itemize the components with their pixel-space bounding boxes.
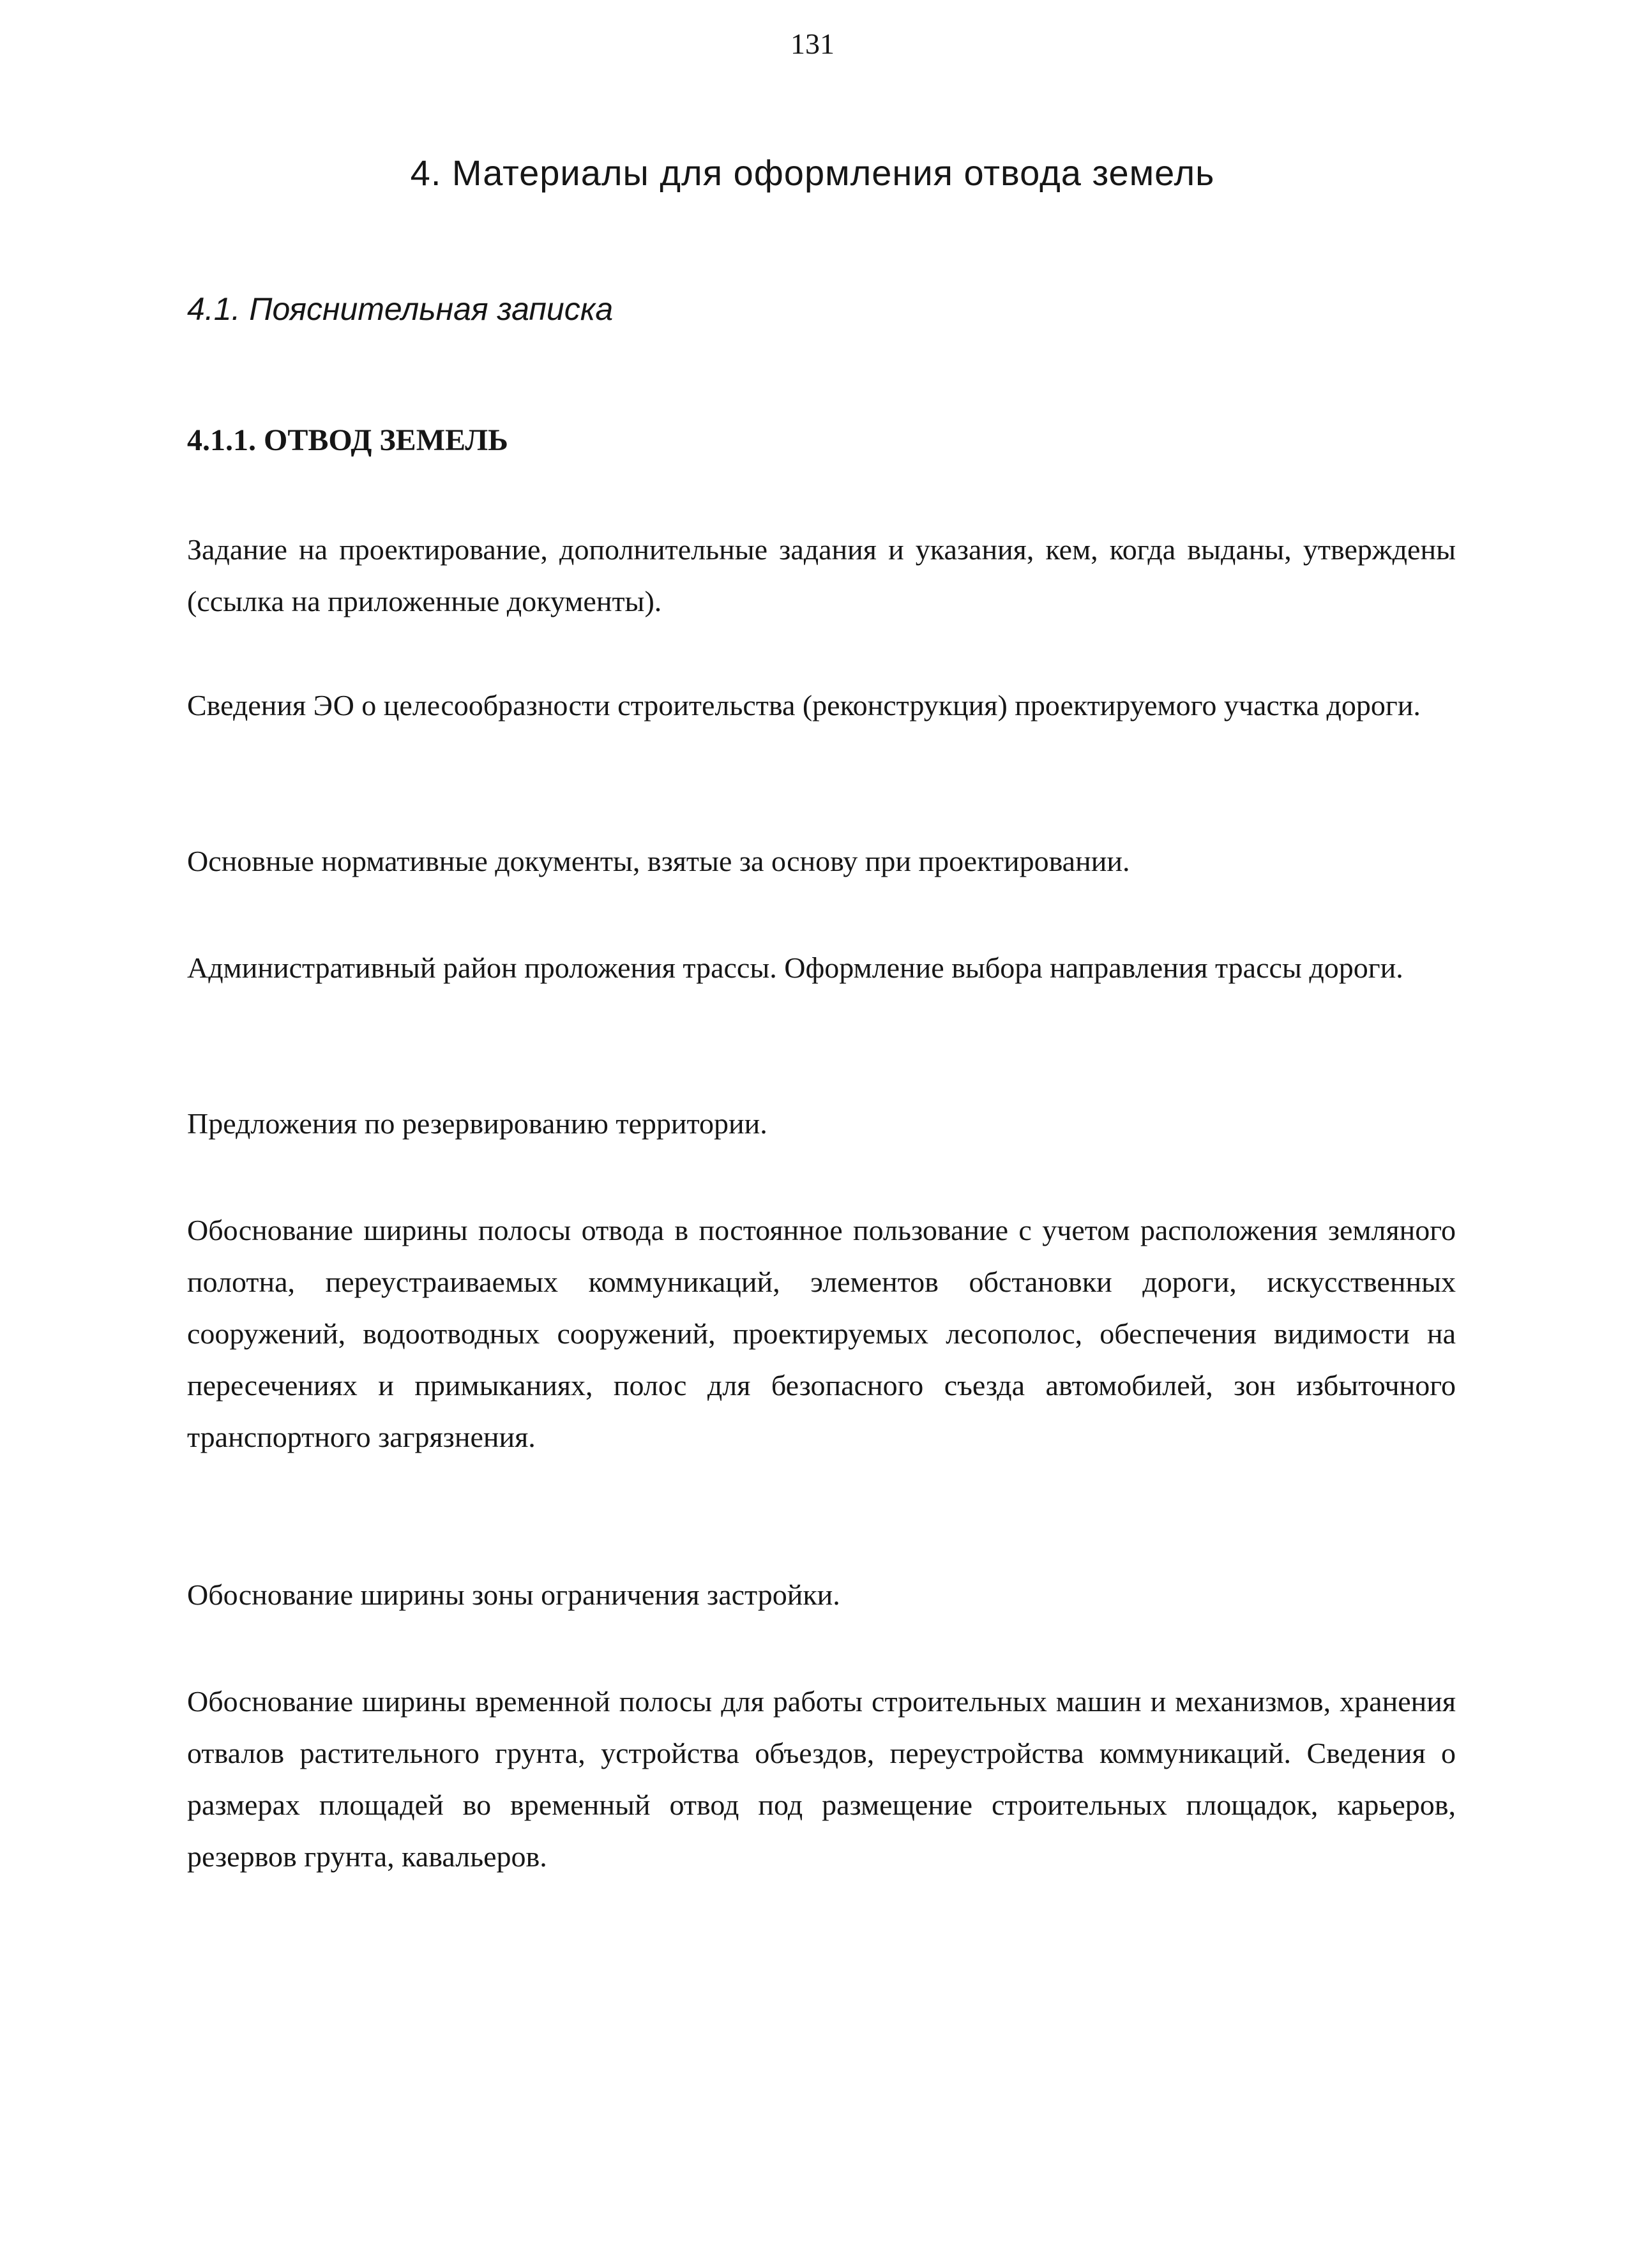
paragraph-right-of-way-width: Обоснование ширины полосы отвода в постоянное пользование с учетом расположения земляного полотна, переустраиваемых коммуникаций, элементов обстановки дороги, искусственных сооружений, водоотводных сооружений, проектируемых лесополос, обеспечения видимости на пересечениях и примыканиях, полос для безопасного съезда автомобилей, зон избыточного транспортного загрязнения. — [187, 1214, 1456, 1453]
paragraph-assignment: Задание на проектирование, дополнительные задания и указания, кем, когда выданы, утверждены (ссылка на приложенные документы). — [187, 533, 1456, 617]
section-title: 4.1. Пояснительная записка — [187, 291, 614, 327]
paragraph-administrative-district: Административный район проложения трассы. Оформление выбора направления трассы дороги. — [187, 951, 1403, 984]
page-number: 131 — [790, 27, 835, 60]
paragraph-feasibility: Сведения ЭО о целесообразности строительства (реконструкция) проектируемого участка дороги. — [187, 689, 1421, 722]
chapter-title: 4. Материалы для оформления отвода земель — [410, 153, 1215, 193]
paragraph-temporary-strip: Обоснование ширины временной полосы для работы строительных машин и механизмов, хранения отвалов растительного грунта, устройства объездов, переустройства коммуникаций. Сведения о размерах площадей во временный отвод под размещение строительных площадок, карьеров, резервов грунта, кавальеров. — [187, 1685, 1456, 1873]
paragraph-normative-docs: Основные нормативные документы, взятые за основу при проектировании. — [187, 845, 1130, 877]
subsection-title: 4.1.1. ОТВОД ЗЕМЕЛЬ — [187, 423, 508, 457]
paragraph-reservation: Предложения по резервированию территории. — [187, 1107, 767, 1140]
paragraph-building-restriction: Обоснование ширины зоны ограничения застройки. — [187, 1578, 840, 1611]
